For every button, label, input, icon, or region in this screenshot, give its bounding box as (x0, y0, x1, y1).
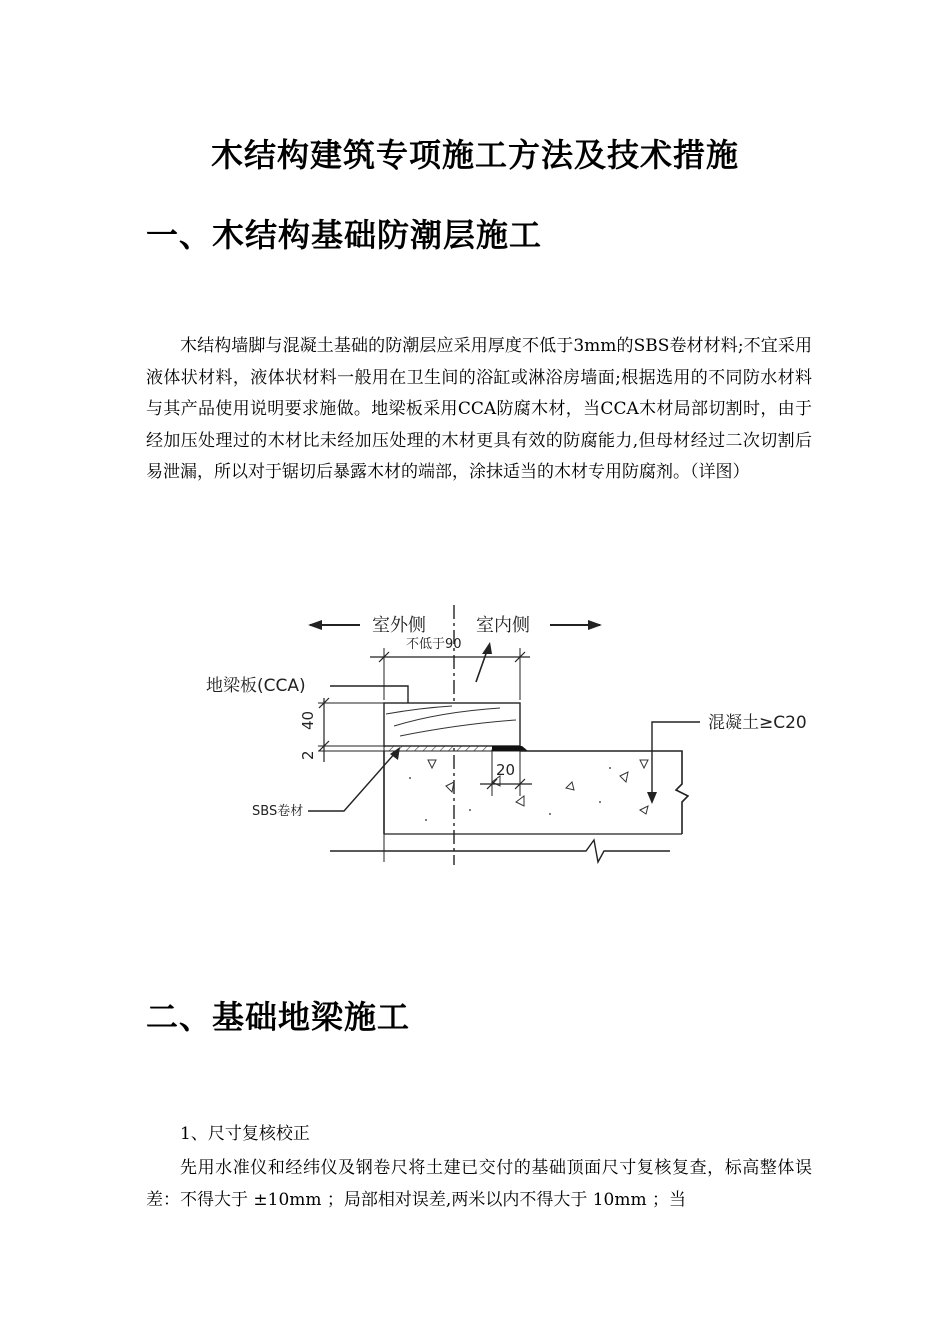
dim-2: 2 (299, 750, 317, 760)
height-dimension (318, 698, 384, 762)
sill-plate (384, 703, 520, 746)
moisture-barrier-detail-diagram (200, 600, 840, 870)
label-min-90: 不低于90 (406, 637, 462, 652)
label-concrete: 混凝土≥C20 (708, 713, 807, 733)
section-heading-1: 一、木结构基础防潮层施工 (146, 216, 543, 254)
dim-40: 40 (299, 710, 317, 730)
section-1-paragraph: 木结构墙脚与混凝土基础的防潮层应采用厚度不低于3mm的SBS卷材材料;不宜采用液体状材料，液体状材料一般用在卫生间的浴缸或淋浴房墙面;根据选用的不同防水材料与其产品使用说明要求施做。地梁板采用CCA防腐木材，当CCA木材局部切割时，由于经加压处理过的木材比未经加压处理的木材更具有效的防腐能力,但母材经过二次切割后易泄漏，所以对于锯切后暴露木材的端部，涂抹适当的木材专用防腐剂。（详图） (146, 336, 812, 482)
concrete-leader (652, 722, 700, 796)
label-sbs: SBS卷材 (252, 804, 304, 819)
direction-arrows (308, 620, 602, 630)
sbs-leader (308, 752, 396, 811)
page-title: 木结构建筑专项施工方法及技术措施 (210, 136, 739, 174)
section-heading-2: 二、基础地梁施工 (146, 998, 411, 1036)
label-inside: 室内侧 (476, 615, 530, 636)
dim-20: 20 (496, 761, 516, 779)
section-2-paragraph: 先用水准仪和经纬仪及钢卷尺将土建已交付的基础顶面尺寸复核复查，标高整体误差：不得大于 ±10mm ；局部相对误差,两米以内不得大于 10mm ；当 (146, 1158, 812, 1210)
label-outside: 室外侧 (372, 615, 426, 636)
label-sill-plate: 地梁板(CCA) (206, 676, 306, 696)
subheading-dimension-check: 1、尺寸复核校正 (180, 1124, 310, 1144)
